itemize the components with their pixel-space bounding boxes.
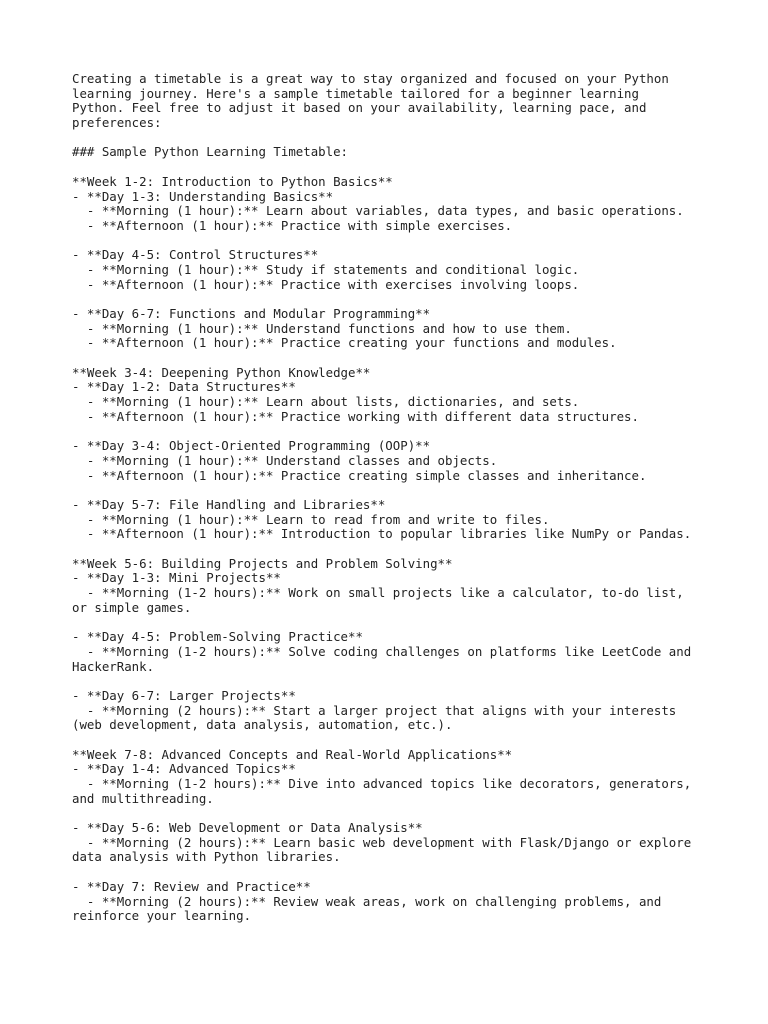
blank-line	[72, 234, 712, 249]
blank-line	[72, 865, 712, 880]
text-line: - **Morning (1 hour):** Learn to read from and write to files.	[72, 511, 550, 527]
text-line: - **Day 1-4: Advanced Topics**	[72, 761, 296, 777]
text-line: - **Afternoon (1 hour):** Practice with simple exercises.	[72, 217, 513, 233]
text-line: - **Afternoon (1 hour):** Practice working with different data structures.	[72, 408, 639, 424]
text-line: - **Afternoon (1 hour):** Practice creating simple classes and inheritance.	[72, 467, 647, 483]
text-line: - **Morning (2 hours):** Learn basic web development with Flask/Django or explore	[72, 834, 692, 850]
text-line: **Week 7-8: Advanced Concepts and Real-World Applications**	[72, 746, 513, 762]
blank-line	[72, 483, 712, 498]
blank-line	[72, 351, 712, 366]
text-line: - **Morning (1-2 hours):** Work on small projects like a calculator, to-do list,	[72, 585, 684, 601]
text-line: - **Day 1-3: Understanding Basics**	[72, 188, 334, 204]
text-line: - **Day 7: Review and Practice**	[72, 878, 311, 894]
text-line: Python. Feel free to adjust it based on your availability, learning pace, and	[72, 100, 647, 116]
blank-line	[72, 806, 712, 821]
text-line: - **Day 1-2: Data Structures**	[72, 379, 296, 395]
text-line: - **Morning (1 hour):** Understand classes and objects.	[72, 452, 498, 468]
blank-line	[72, 425, 712, 440]
blank-line	[72, 292, 712, 307]
text-line: - **Afternoon (1 hour):** Practice with exercises involving loops.	[72, 276, 580, 292]
text-line: - **Day 3-4: Object-Oriented Programming (OOP)**	[72, 438, 431, 454]
text-line: - **Morning (1 hour):** Learn about variables, data types, and basic operations.	[72, 203, 684, 219]
text-line: ### Sample Python Learning Timetable:	[72, 144, 349, 160]
text-line: reinforce your learning.	[72, 908, 252, 924]
text-line: - **Day 4-5: Control Structures**	[72, 247, 319, 263]
text-line: Creating a timetable is a great way to stay organized and focused on your Python	[72, 71, 669, 86]
text-line: - **Morning (1 hour):** Learn about lists, dictionaries, and sets.	[72, 394, 580, 410]
text-line: preferences:	[72, 115, 162, 131]
text-line: - **Morning (1 hour):** Understand functions and how to use them.	[72, 320, 572, 336]
blank-line	[72, 542, 712, 557]
text-line: **Week 3-4: Deepening Python Knowledge**	[72, 364, 371, 380]
text-line: - **Morning (2 hours):** Start a larger project that aligns with your interests	[72, 702, 677, 718]
text-line: **Week 1-2: Introduction to Python Basics**	[72, 173, 393, 189]
blank-line	[72, 733, 712, 748]
text-line: **Week 5-6: Building Projects and Problem Solving**	[72, 555, 453, 571]
text-line: - **Day 6-7: Functions and Modular Programming**	[72, 306, 431, 321]
text-line: (web development, data analysis, automation, etc.).	[72, 717, 453, 733]
text-line: - **Day 6-7: Larger Projects**	[72, 687, 296, 703]
text-line: - **Day 5-6: Web Development or Data Analysis**	[72, 820, 423, 836]
text-line: - **Morning (2 hours):** Review weak areas, work on challenging problems, and	[72, 893, 662, 909]
text-line: or simple games.	[72, 599, 192, 615]
blank-line	[72, 160, 712, 175]
blank-line	[72, 674, 712, 689]
text-line: - **Day 1-3: Mini Projects**	[72, 570, 281, 586]
blank-line	[72, 131, 712, 146]
text-line: - **Morning (1-2 hours):** Solve coding challenges on platforms like LeetCode and	[72, 643, 692, 659]
text-line: - **Afternoon (1 hour):** Practice creating your functions and modules.	[72, 335, 617, 351]
text-line: - **Morning (1 hour):** Study if statements and conditional logic.	[72, 261, 580, 277]
document-body	[72, 72, 712, 924]
text-line: learning journey. Here's a sample timetable tailored for a beginner learning	[72, 85, 639, 101]
text-line: - **Day 4-5: Problem-Solving Practice**	[72, 629, 363, 645]
blank-line	[72, 615, 712, 630]
text-line: data analysis with Python libraries.	[72, 849, 341, 865]
text-line: - **Morning (1-2 hours):** Dive into advanced topics like decorators, generators,	[72, 776, 692, 791]
text-line: HackerRank.	[72, 658, 155, 674]
text-line: and multithreading.	[72, 790, 214, 806]
text-line: - **Afternoon (1 hour):** Introduction to popular libraries like NumPy or Pandas.	[72, 526, 692, 542]
text-line: - **Day 5-7: File Handling and Libraries**	[72, 496, 386, 512]
